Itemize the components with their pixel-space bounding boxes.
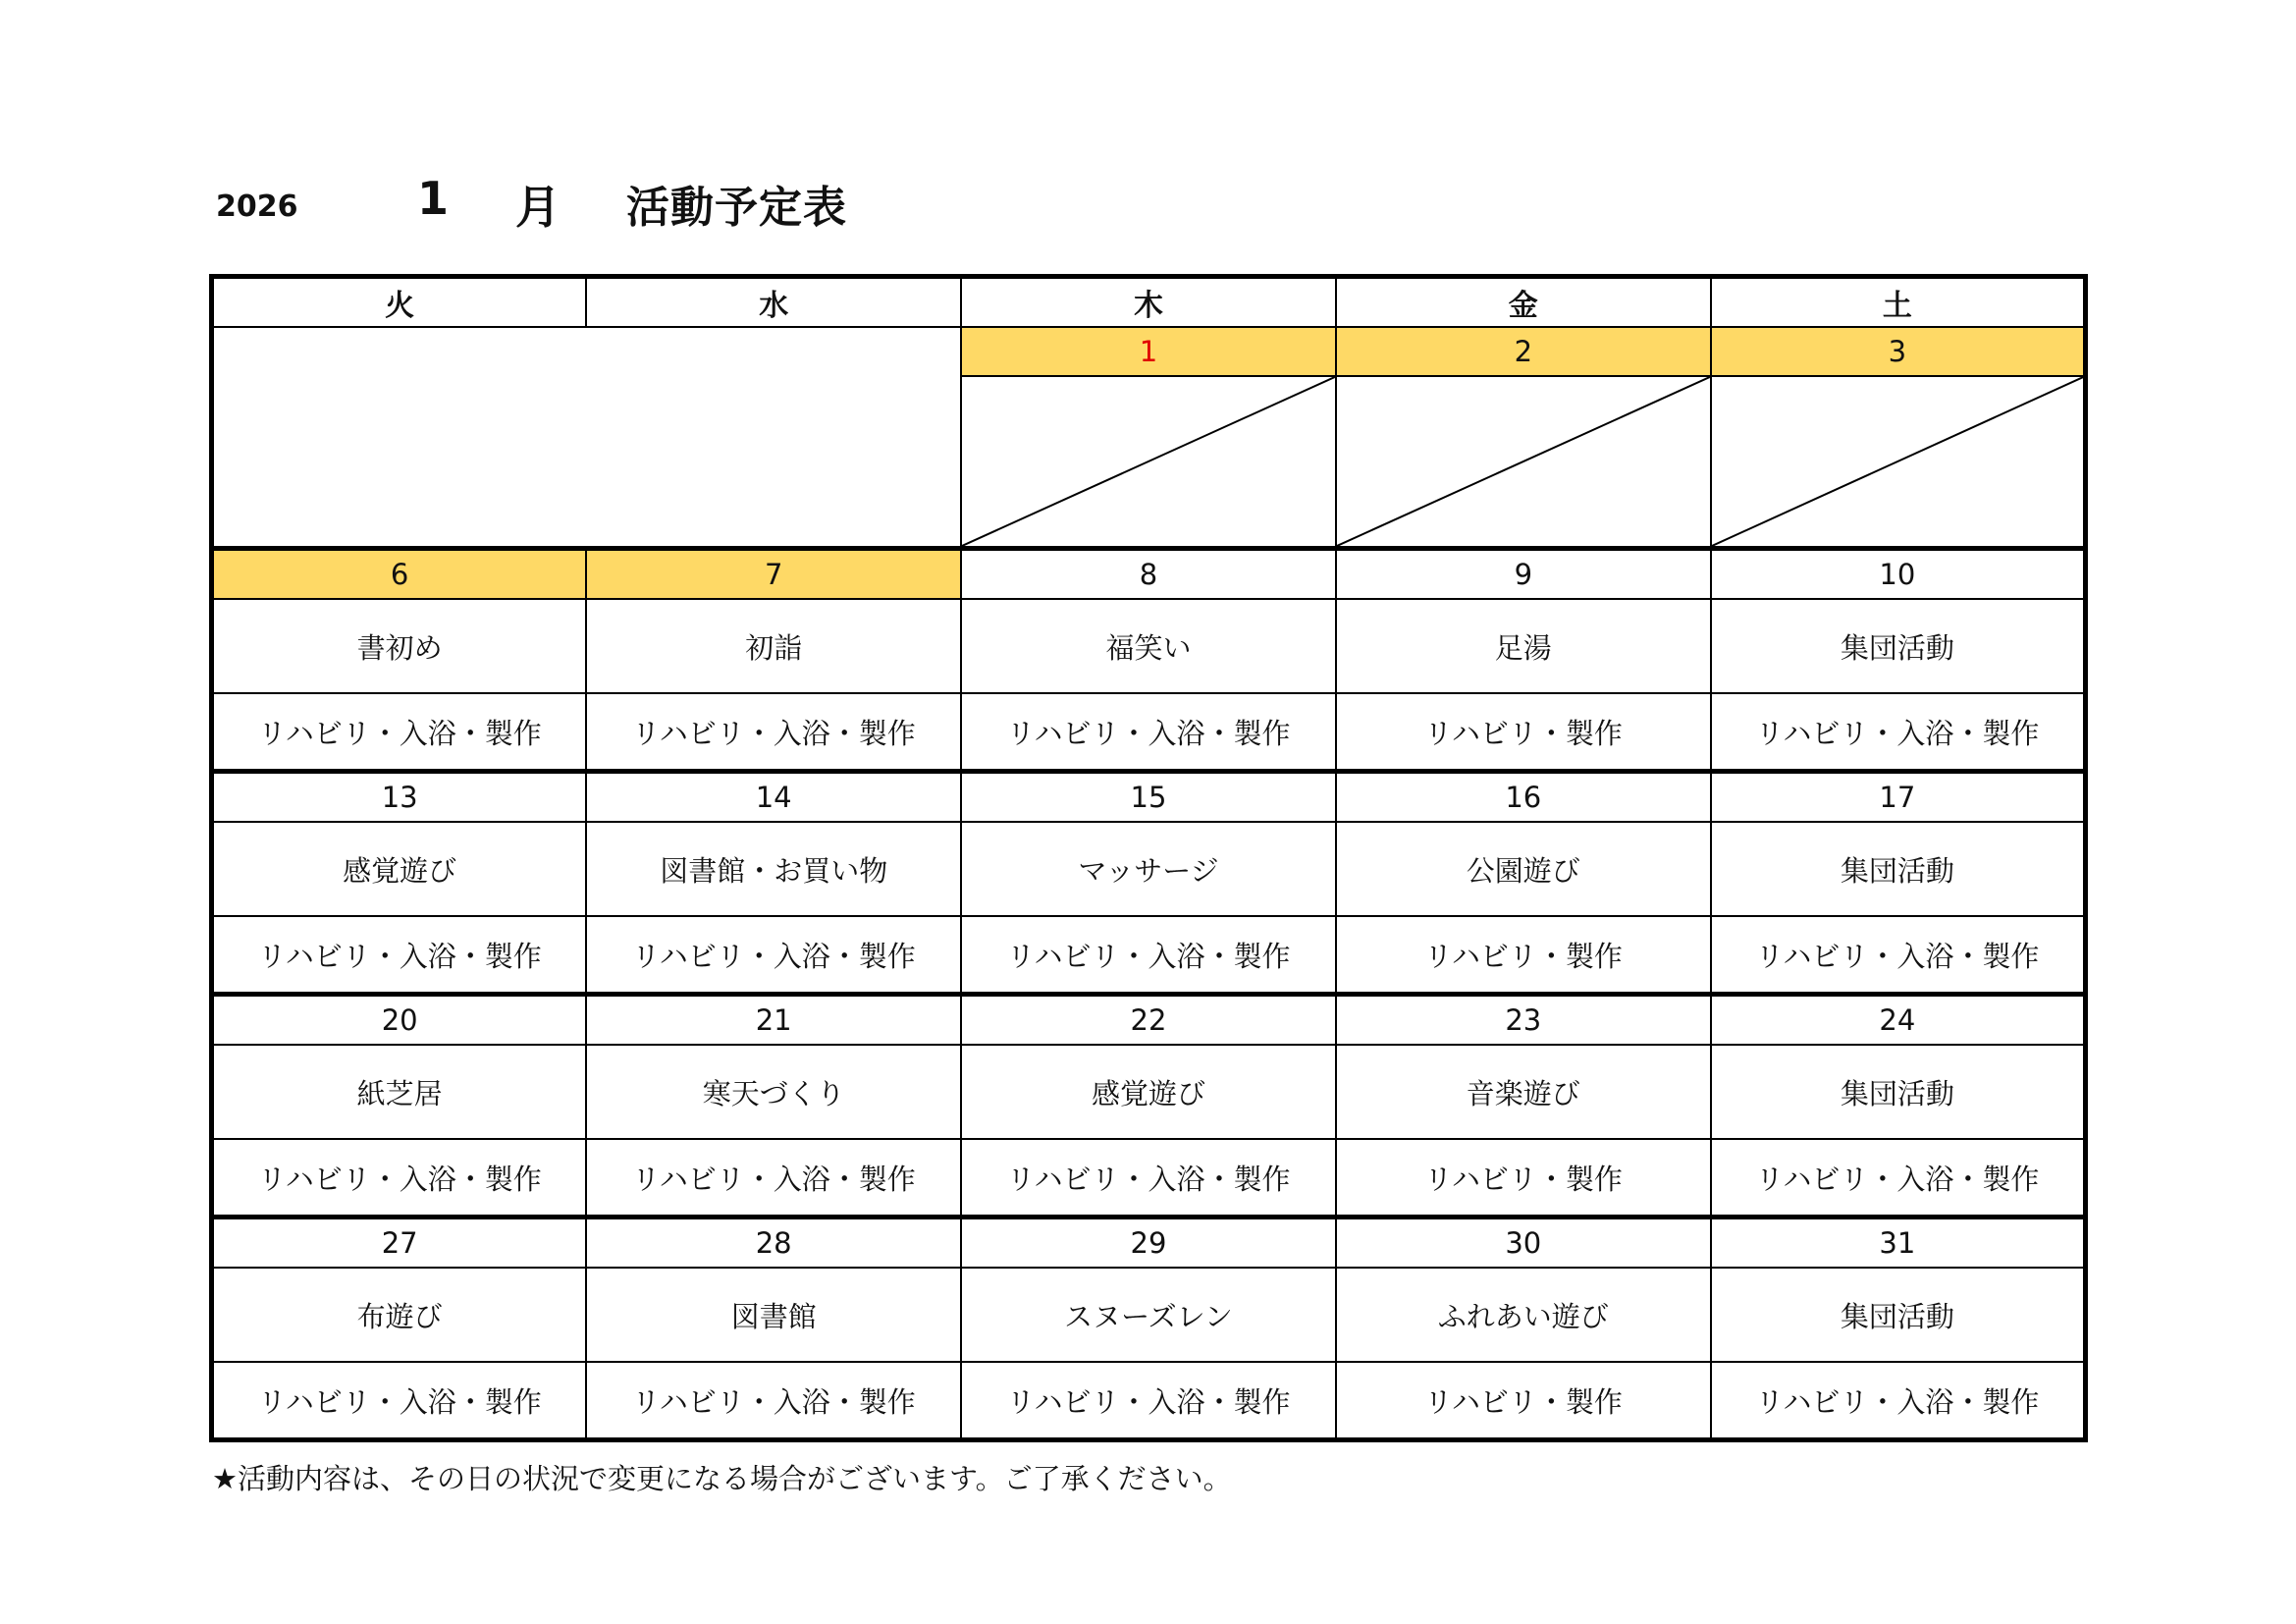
diagonal-line — [1337, 377, 1710, 546]
daily-cell: リハビリ・入浴・製作 — [961, 916, 1336, 995]
weekday-header-row — [212, 277, 2086, 328]
date-cell: 22 — [961, 995, 1336, 1046]
daily-cell: リハビリ・入浴・製作 — [586, 1139, 961, 1218]
weekday-tue: 火 — [212, 277, 587, 328]
activity-cell: 書初め — [212, 599, 587, 693]
week-3-date-row — [212, 772, 2086, 823]
daily-cell: リハビリ・製作 — [1336, 916, 1711, 995]
week-4-daily-row — [212, 1139, 2086, 1218]
date-cell: 8 — [961, 549, 1336, 600]
week-4-date-row — [212, 995, 2086, 1046]
diagonal-line — [962, 377, 1335, 546]
activity-cell: 音楽遊び — [1336, 1045, 1711, 1139]
month-unit: 月 — [515, 181, 561, 234]
date-cell: 9 — [1336, 549, 1711, 600]
week-4-activity-row — [212, 1045, 2086, 1139]
date-cell: 7 — [586, 549, 961, 600]
week-3-daily-row — [212, 916, 2086, 995]
date-cell: 24 — [1711, 995, 2086, 1046]
daily-cell: リハビリ・入浴・製作 — [586, 693, 961, 772]
year: 2026 — [216, 189, 298, 224]
activity-cell: マッサージ — [961, 822, 1336, 916]
date-cell: 30 — [1336, 1218, 1711, 1269]
activity-cell: スヌーズレン — [961, 1268, 1336, 1362]
weekday-sat: 土 — [1711, 277, 2086, 328]
activity-cell: 図書館 — [586, 1268, 961, 1362]
activity-calendar — [209, 274, 2088, 1442]
date-cell: 13 — [212, 772, 587, 823]
week-5-daily-row — [212, 1362, 2086, 1440]
activity-cell: 集団活動 — [1711, 1045, 2086, 1139]
week-2-date-row — [212, 549, 2086, 600]
week-2-daily-row — [212, 693, 2086, 772]
date-cell: 10 — [1711, 549, 2086, 600]
date-cell: 3 — [1711, 327, 2086, 376]
date-cell: 23 — [1336, 995, 1711, 1046]
daily-cell: リハビリ・入浴・製作 — [961, 1139, 1336, 1218]
date-cell: 6 — [212, 549, 587, 600]
activity-cell: ふれあい遊び — [1336, 1268, 1711, 1362]
date-cell: 16 — [1336, 772, 1711, 823]
closed-day-cell — [1336, 376, 1711, 549]
activity-cell: 初詣 — [586, 599, 961, 693]
activity-cell: 足湯 — [1336, 599, 1711, 693]
week-2-activity-row — [212, 599, 2086, 693]
title-row — [0, 172, 2296, 241]
daily-cell: リハビリ・製作 — [1336, 693, 1711, 772]
date-cell: 14 — [586, 772, 961, 823]
week-5-activity-row — [212, 1268, 2086, 1362]
date-cell: 2 — [1336, 327, 1711, 376]
date-cell: 29 — [961, 1218, 1336, 1269]
weekday-thu: 木 — [961, 277, 1336, 328]
daily-cell: リハビリ・製作 — [1336, 1362, 1711, 1440]
date-cell: 28 — [586, 1218, 961, 1269]
empty-cell — [212, 327, 962, 549]
date-cell: 1 — [961, 327, 1336, 376]
activity-cell: 福笑い — [961, 599, 1336, 693]
activity-cell: 集団活動 — [1711, 599, 2086, 693]
date-cell: 15 — [961, 772, 1336, 823]
closed-day-cell — [1711, 376, 2086, 549]
daily-cell: リハビリ・入浴・製作 — [212, 693, 587, 772]
activity-cell: 図書館・お買い物 — [586, 822, 961, 916]
activity-cell: 紙芝居 — [212, 1045, 587, 1139]
daily-cell: リハビリ・入浴・製作 — [586, 916, 961, 995]
month-number: 1 — [417, 172, 450, 225]
activity-cell: 公園遊び — [1336, 822, 1711, 916]
activity-cell: 集団活動 — [1711, 1268, 2086, 1362]
date-cell: 21 — [586, 995, 961, 1046]
daily-cell: リハビリ・入浴・製作 — [1711, 1362, 2086, 1440]
date-cell: 17 — [1711, 772, 2086, 823]
weekday-wed: 水 — [586, 277, 961, 328]
daily-cell: リハビリ・製作 — [1336, 1139, 1711, 1218]
footnote: ★活動内容は、その日の状況で変更になる場合がございます。ご了承ください。 — [212, 1462, 1232, 1495]
activity-cell: 布遊び — [212, 1268, 587, 1362]
activity-cell: 感覚遊び — [212, 822, 587, 916]
daily-cell: リハビリ・入浴・製作 — [1711, 916, 2086, 995]
daily-cell: リハビリ・入浴・製作 — [1711, 693, 2086, 772]
closed-day-cell — [961, 376, 1336, 549]
daily-cell: リハビリ・入浴・製作 — [586, 1362, 961, 1440]
daily-cell: リハビリ・入浴・製作 — [212, 1139, 587, 1218]
activity-cell: 寒天づくり — [586, 1045, 961, 1139]
daily-cell: リハビリ・入浴・製作 — [1711, 1139, 2086, 1218]
week-5-date-row — [212, 1218, 2086, 1269]
page-title: 活動予定表 — [626, 183, 847, 233]
daily-cell: リハビリ・入浴・製作 — [961, 1362, 1336, 1440]
activity-cell: 集団活動 — [1711, 822, 2086, 916]
weekday-fri: 金 — [1336, 277, 1711, 328]
diagonal-line — [1712, 377, 2083, 546]
date-cell: 31 — [1711, 1218, 2086, 1269]
daily-cell: リハビリ・入浴・製作 — [212, 1362, 587, 1440]
activity-cell: 感覚遊び — [961, 1045, 1336, 1139]
date-cell: 27 — [212, 1218, 587, 1269]
week-1-date-row — [212, 327, 2086, 376]
daily-cell: リハビリ・入浴・製作 — [212, 916, 587, 995]
date-cell: 20 — [212, 995, 587, 1046]
week-3-activity-row — [212, 822, 2086, 916]
daily-cell: リハビリ・入浴・製作 — [961, 693, 1336, 772]
